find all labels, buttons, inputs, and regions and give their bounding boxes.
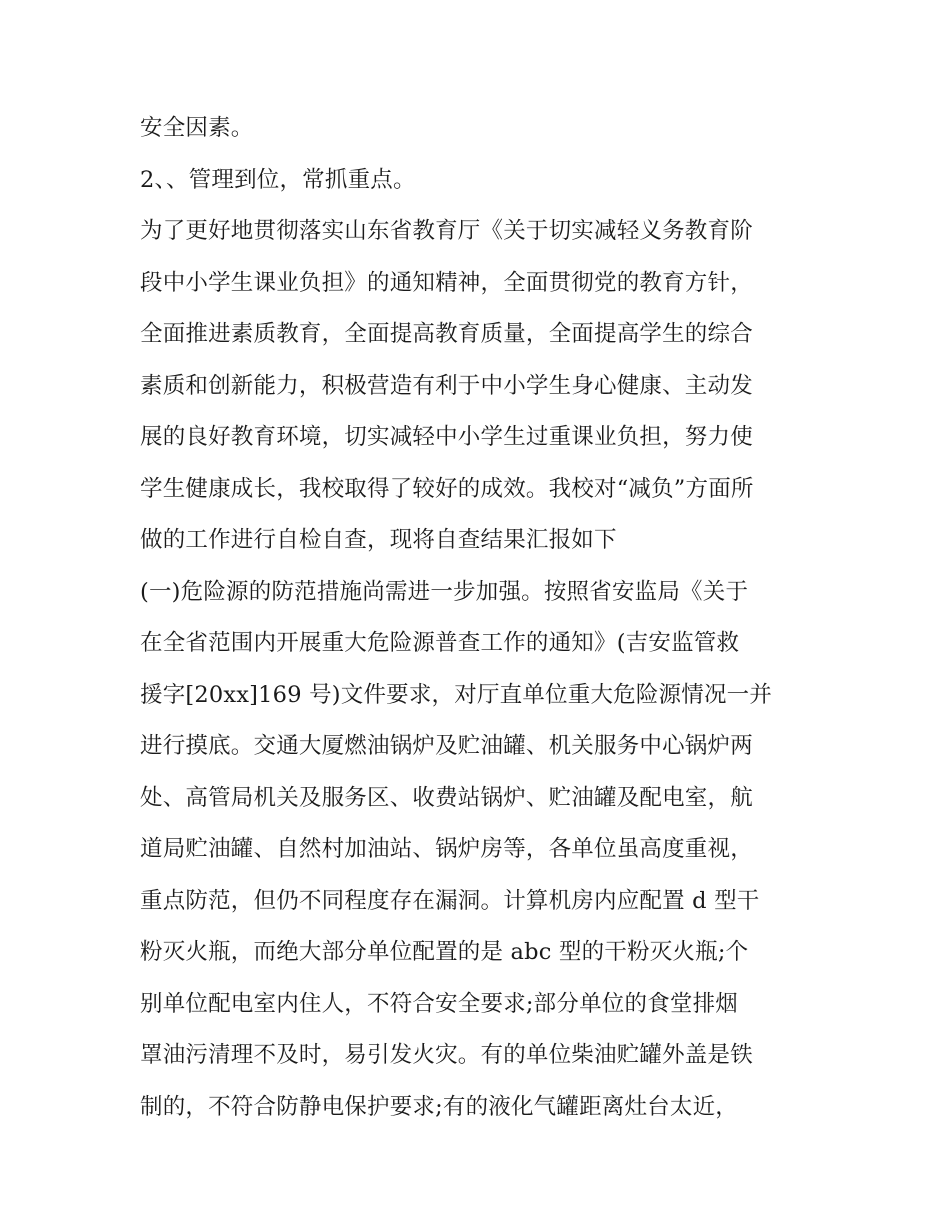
text-line: 全面推进素质教育，全面提高教育质量，全面提高学生的综合	[140, 321, 753, 347]
text-line: 段中小学生课业负担》的通知精神，全面贯彻党的教育方针，	[140, 269, 753, 296]
text-line: 援字[20xx]169 号)文件要求，对厅直单位重大危险源情况一并	[140, 681, 773, 708]
text-line: 别单位配电室内住人，不符合安全要求;部分单位的食堂排烟	[140, 990, 738, 1017]
text-line: 为了更好地贯彻落实山东省教育厅《关于切实减轻义务教育阶	[140, 218, 753, 244]
text-line: (一)危险源的防范措施尚需进一步加强。按照省安监局《关于	[140, 578, 749, 605]
text-line: 安全因素。	[140, 115, 254, 141]
document-body	[140, 103, 820, 1133]
text-line: 2、、管理到位，常抓重点。	[140, 166, 416, 193]
text-line: 重点防范，但仍不同程度存在漏洞。计算机房内应配置 d 型干	[140, 887, 760, 914]
text-line: 做的工作进行自检自查，现将自查结果汇报如下	[140, 527, 617, 553]
text-line: 素质和创新能力，积极营造有利于中小学生身心健康、主动发	[140, 372, 753, 399]
text-line: 处、高管局机关及服务区、收费站锅炉、贮油罐及配电室，航	[140, 784, 753, 811]
text-line: 粉灭火瓶，而绝大部分单位配置的是 abc 型的干粉灭火瓶;个	[140, 939, 749, 965]
text-line: 进行摸底。交通大厦燃油锅炉及贮油罐、机关服务中心锅炉两	[140, 733, 753, 759]
text-line: 学生健康成长，我校取得了较好的成效。我校对“减负”方面所	[140, 475, 754, 502]
text-line: 道局贮油罐、自然村加油站、锅炉房等，各单位虽高度重视，	[140, 836, 753, 862]
text-line: 制的，不符合防静电保护要求;有的液化气罐距离灶台太近，	[140, 1093, 738, 1120]
text-line: 罩油污清理不及时，易引发火灾。有的单位柴油贮罐外盖是铁	[140, 1042, 753, 1068]
text-line: 展的良好教育环境，切实减轻中小学生过重课业负担，努力使	[140, 424, 753, 450]
text-line: 在全省范围内开展重大危险源普查工作的通知》(吉安监管救	[140, 630, 740, 656]
